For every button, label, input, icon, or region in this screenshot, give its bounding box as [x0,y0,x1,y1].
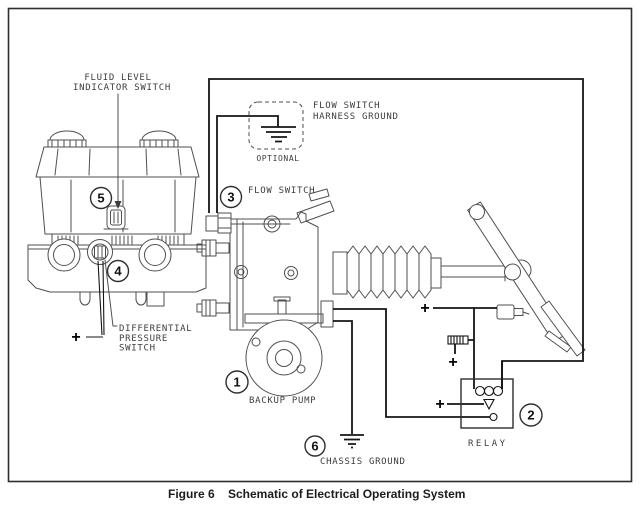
callout-number: 2 [527,407,535,423]
callout-number: 1 [233,374,241,390]
plus-symbol-relay: + [435,396,445,413]
label-backup-pump: BACKUP PUMP [249,396,317,406]
callout-number: 6 [311,438,319,454]
callout-3-flow-switch [221,187,242,208]
port-right-outer [139,239,171,271]
label-chassis-ground: CHASSIS GROUND [320,457,406,467]
figure-caption-number: Figure 6 [168,487,215,501]
callout-number: 4 [114,263,122,279]
svg-text:SWITCH: SWITCH [119,343,156,354]
callout-number: 5 [97,190,105,206]
plus-symbol-stop-switch: + [420,300,430,317]
svg-text:FLOW SWITCH: FLOW SWITCH [313,101,381,111]
plus-symbol-fuse: + [448,354,458,371]
differential-pressure-switch [88,240,113,265]
svg-text:DIFFERENTIAL: DIFFERENTIAL [119,324,193,334]
svg-text:INDICATOR SWITCH: INDICATOR SWITCH [73,83,171,93]
callout-2-relay [520,404,542,426]
label-optional: OPTIONAL [256,154,300,163]
label-relay: RELAY [468,439,508,449]
figure-caption-title: Schematic of Electrical Operating System [228,487,466,501]
fluid-level-indicator-switch [104,206,128,229]
figure-caption [168,487,465,501]
callout-number: 3 [227,189,235,205]
label-flow-switch: FLOW SWITCH [248,186,316,196]
flow-switch [206,213,231,233]
pedal-pivot [470,205,485,220]
callout-6-chassis-ground [305,436,325,456]
callout-4-differential-pressure-switch [108,261,129,282]
svg-text:FLUID LEVEL: FLUID LEVEL [84,73,152,83]
callout-5-fluid-level-switch [91,188,112,209]
port-left-outer [48,239,80,271]
callout-1-backup-pump [226,371,248,393]
pushrod-clevis-pin [505,264,521,280]
backup-pump [246,320,322,396]
svg-text:PRESSURE: PRESSURE [119,334,168,344]
plus-symbol-pressure-switch: + [71,329,81,346]
svg-text:HARNESS GROUND: HARNESS GROUND [313,112,399,122]
